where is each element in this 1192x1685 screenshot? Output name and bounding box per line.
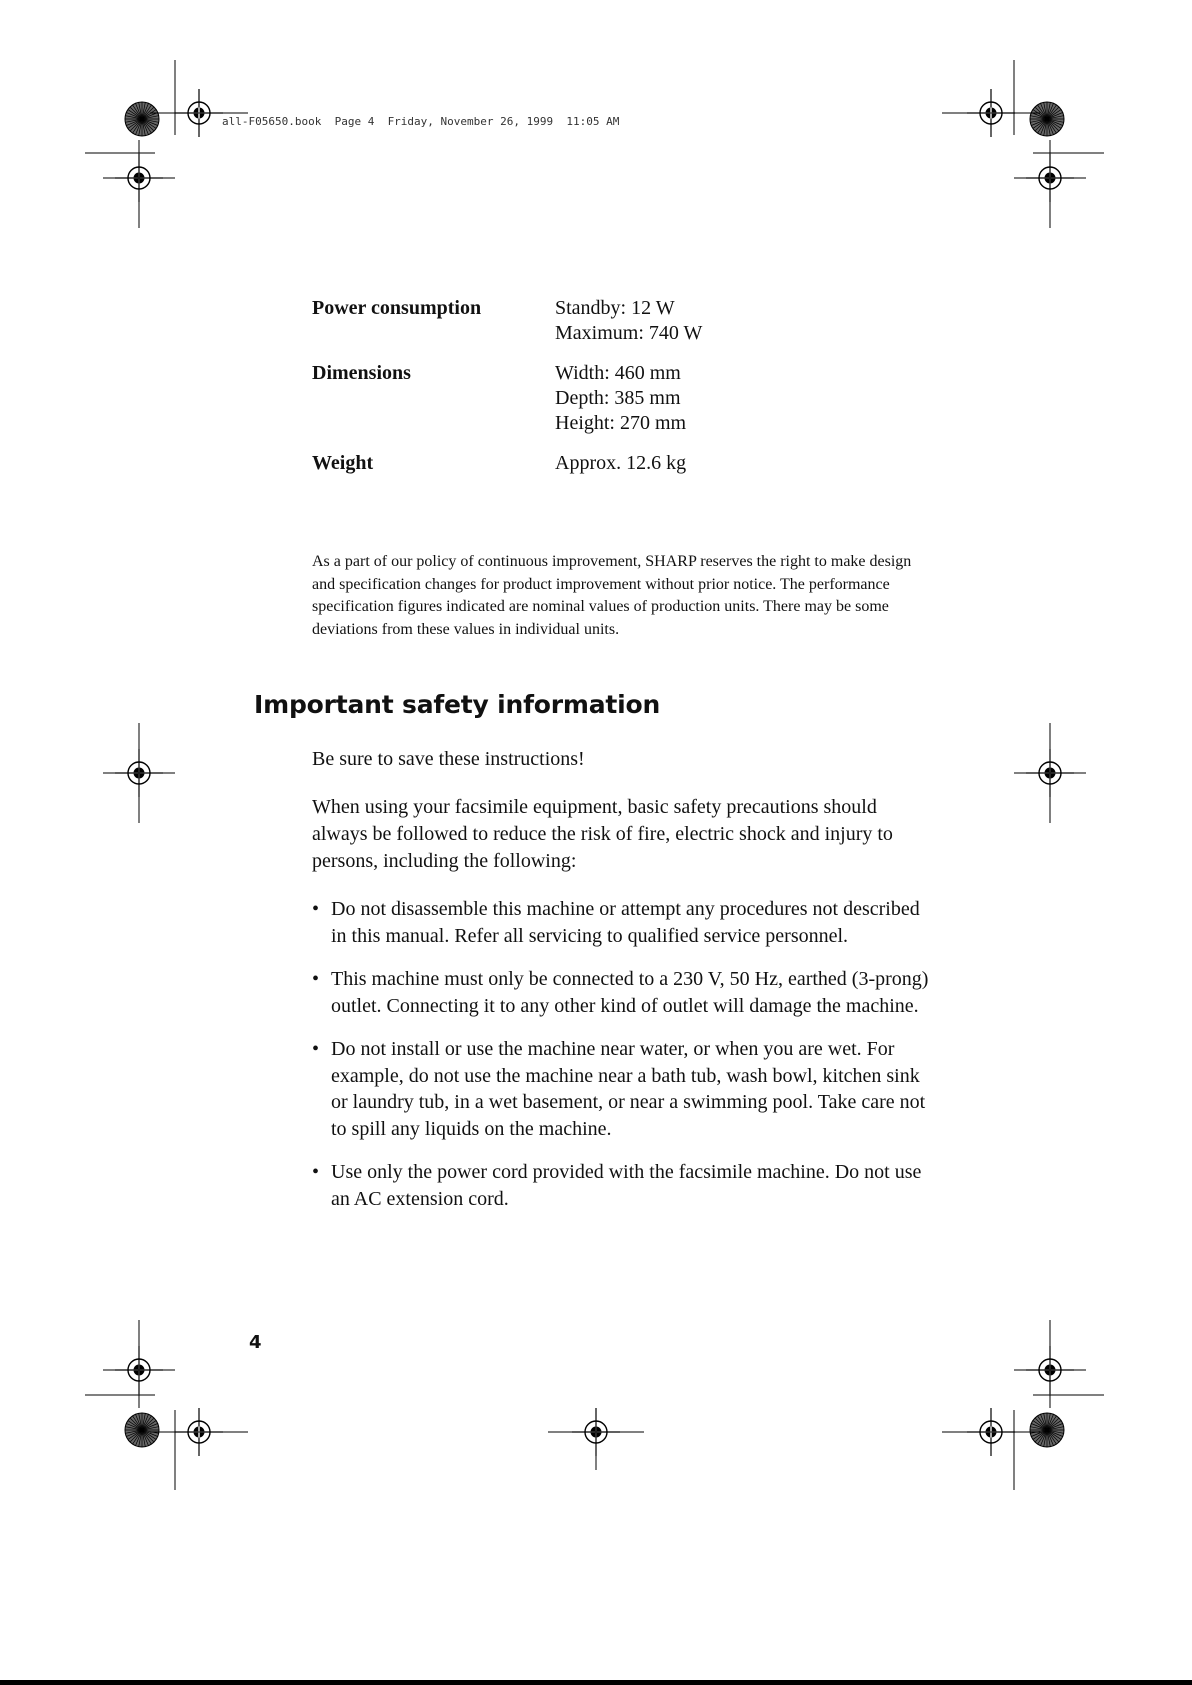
spec-label: Dimensions — [312, 362, 411, 384]
list-item-text: This machine must only be connected to a 230 V, 50 Hz, earthed (3-prong) outlet. Connecting it to any other kind of outlet will damage the machine. — [331, 968, 929, 1017]
spec-label: Weight — [312, 452, 374, 474]
spec-label: Power consumption — [312, 297, 482, 319]
page-number: 4 — [249, 1332, 262, 1353]
section-title: Important safety information — [254, 690, 661, 719]
spec-value: Width: 460 mm — [555, 362, 681, 384]
list-item — [312, 896, 937, 949]
spec-row-power — [312, 296, 952, 346]
spec-value: Standby: 12 W — [555, 297, 675, 319]
intro-text: Be sure to save these instructions! — [312, 748, 585, 770]
bottom-edge-strip — [0, 1680, 1192, 1685]
bullet-icon: • — [312, 1161, 320, 1183]
safety-list — [312, 896, 937, 1229]
disclaimer-text: As a part of our policy of continuous improvement, SHARP reserves the right to make design and specification changes for product improvement without prior notice. The performance specification figures indicated are nominal values of production units. There may be some deviations from these values in individual units. — [312, 553, 912, 638]
spec-value: Approx. 12.6 kg — [555, 452, 687, 474]
spec-values — [555, 361, 686, 436]
spec-value: Depth: 385 mm — [555, 387, 681, 409]
spec-value: Height: 270 mm — [555, 412, 687, 434]
list-item — [312, 1036, 937, 1142]
spec-values — [555, 451, 686, 476]
list-item — [312, 1159, 937, 1212]
bullet-icon: • — [312, 898, 320, 920]
list-item-text: Do not install or use the machine near water, or when you are wet. For example, do not use the machine near a bath tub, wash bowl, kitchen sink or laundry tub, in a wet basement, or near a swimming pool. Take care not to spill any liquids on the machine. — [331, 1038, 926, 1140]
specifications-table — [312, 296, 952, 491]
bullet-icon: • — [312, 1038, 320, 1060]
spec-row-weight — [312, 451, 952, 476]
file-info-header: all-F05650.book Page 4 Friday, November 26, 1999 11:05 AM — [222, 115, 620, 128]
spec-value: Maximum: 740 W — [555, 322, 703, 344]
lead-paragraph: When using your facsimile equipment, basic safety precautions should always be followed to reduce the risk of fire, electric shock and injury to persons, including the following: — [312, 796, 893, 872]
spec-values — [555, 296, 702, 346]
list-item-text: Use only the power cord provided with the facsimile machine. Do not use an AC extension cord. — [331, 1161, 922, 1210]
list-item-text: Do not disassemble this machine or attempt any procedures not described in this manual. Refer all servicing to qualified service personnel. — [331, 898, 920, 947]
bullet-icon: • — [312, 968, 320, 990]
spec-row-dimensions — [312, 361, 952, 436]
list-item — [312, 966, 937, 1019]
